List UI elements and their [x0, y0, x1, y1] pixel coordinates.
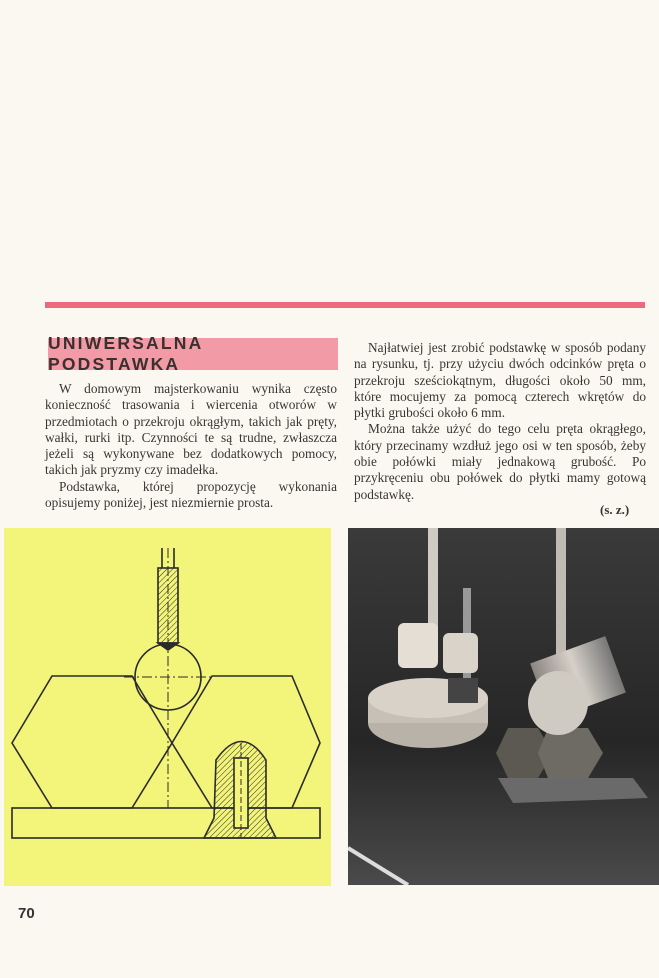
paragraph: Można także użyć do tego celu pręta okrągłego, który przecinamy wzdłuż jego osi w ten sposób, żeby obie połówki miały jednakową grubość. Po przykręceniu obu połówek do płytki mamy gotową podstawkę. — [354, 421, 646, 502]
paragraph: Podstawka, której propozycję wykonania opisujemy poniżej, jest niezmiernie prosta. — [45, 478, 337, 511]
top-accent-rule — [45, 302, 645, 308]
paragraph: Najłatwiej jest zrobić podstawkę w sposób podany na rysunku, tj. przy użyciu dwóch odcinków pręta o przekroju sześciokątnym, długości około 50 mm, które mocujemy za pomocą czterech wkrętów do płytki grubości około 6 mm. — [354, 340, 646, 421]
title-banner — [48, 333, 338, 374]
article-title: UNIWERSALNA PODSTAWKA — [48, 333, 203, 374]
right-column — [354, 340, 646, 503]
page-number: 70 — [18, 905, 35, 922]
left-hexagon — [12, 676, 172, 808]
paragraph: W domowym majsterkowaniu wynika często konieczność trasowania i wiercenia otworów w przedmiotach o przekroju okrągłym, takich jak pręty, wałki, rurki itp. Czynności te są trudne, zwłaszcza jeżeli są wykonywane bez dodatkowych pomocy, takich jak pryzmy czy imadełka. — [45, 381, 337, 478]
technical-drawing — [4, 528, 331, 886]
product-photo — [348, 528, 659, 885]
drill-bit — [158, 568, 178, 643]
left-column — [45, 381, 337, 511]
author-signature: (s. z.) — [600, 502, 630, 517]
